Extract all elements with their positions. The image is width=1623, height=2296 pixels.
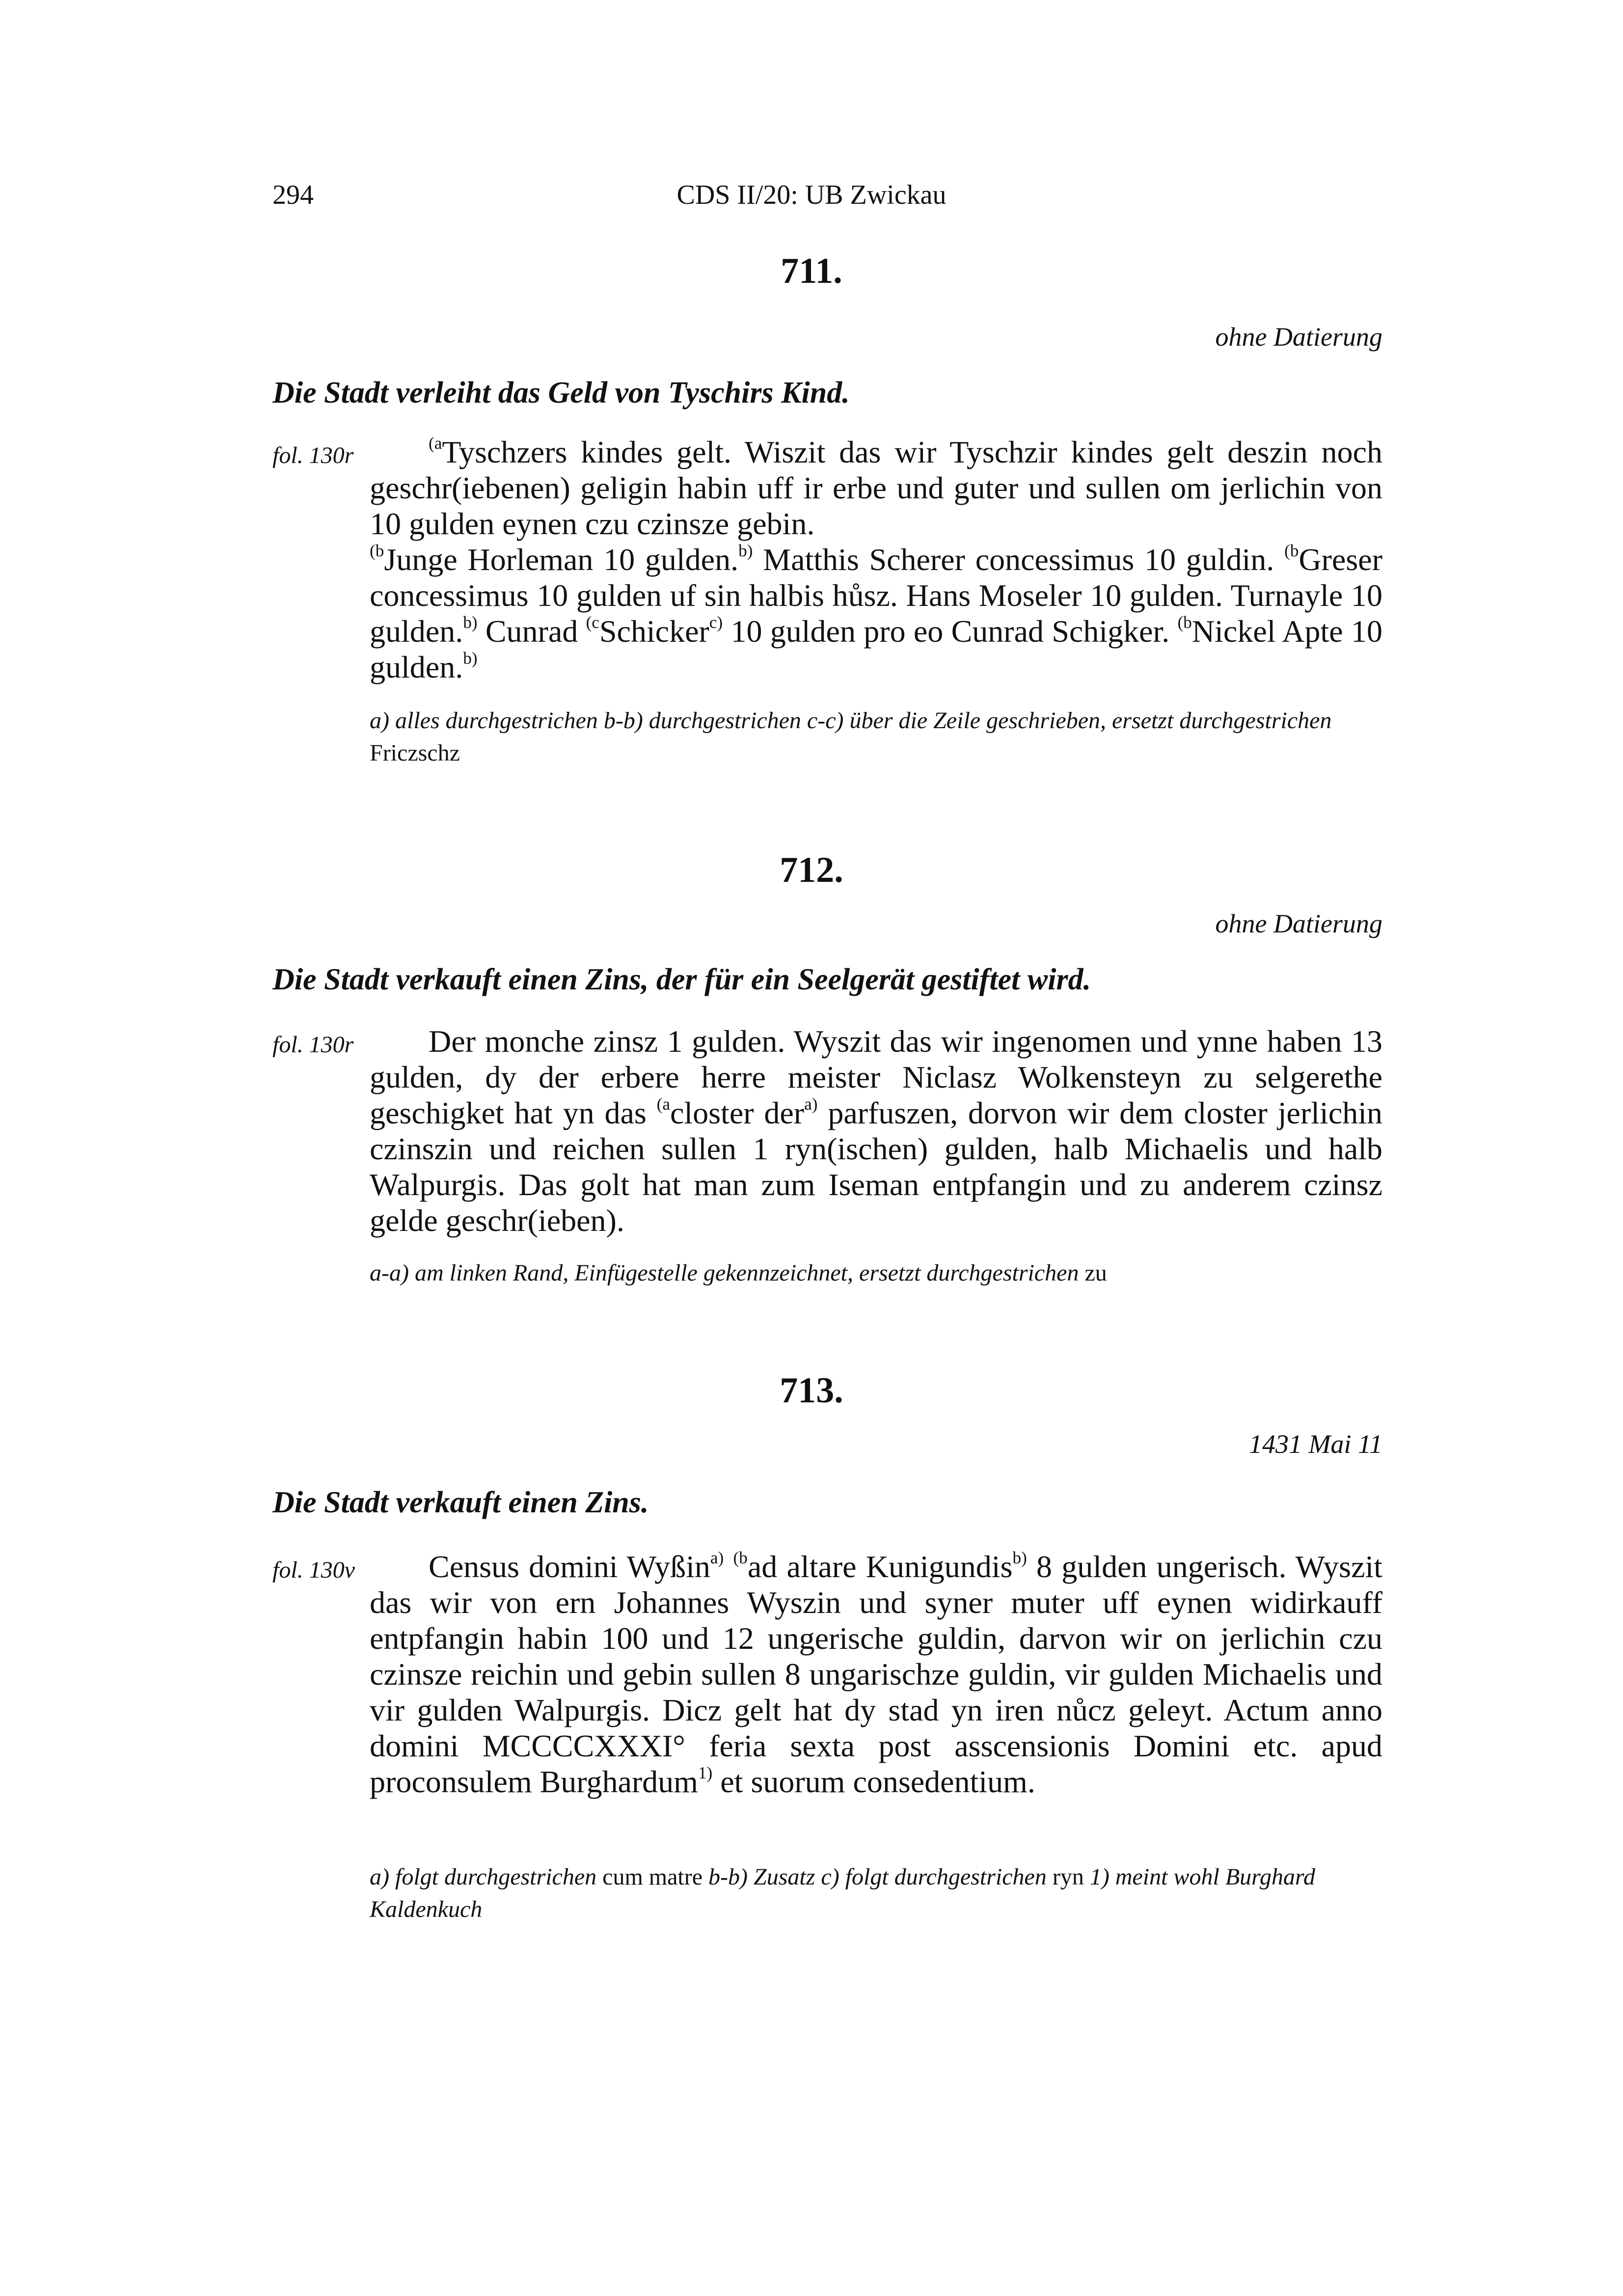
footnote-marker: (b bbox=[1177, 612, 1192, 632]
entry-number: 711. bbox=[781, 251, 842, 291]
text-run: Census domini Wyßin bbox=[429, 1549, 710, 1584]
footnote-marker: (b bbox=[733, 1548, 748, 1567]
entry-number: 712. bbox=[780, 850, 843, 890]
text-run bbox=[724, 1549, 733, 1584]
text-run: ad altare Kunigundis bbox=[747, 1549, 1013, 1584]
text-run: parfuszen, dorvon wir dem closter jerlichin czinszin und reichen sullen 1 ryn(ischen) gulden, halb Michaelis und halb Walpurgis. Das golt hat man zum Iseman entpfangin und zu anderem czinsz gelde geschr(ieben). bbox=[370, 1095, 1383, 1238]
folio-reference: fol. 130v bbox=[272, 1557, 355, 1583]
paragraph bbox=[370, 434, 1382, 542]
footnotes bbox=[370, 705, 1382, 769]
text-run: b-b) Zusatz c) folgt durchgestrichen bbox=[703, 1864, 1053, 1890]
text-run: a-a) am linken Rand, Einfügestelle gekennzeichnet, ersetzt durchgestrichen bbox=[370, 1260, 1085, 1286]
entry-text bbox=[370, 434, 1382, 685]
footnote-marker: c) bbox=[709, 612, 723, 632]
footnotes bbox=[370, 1861, 1382, 1926]
text-run: a) alles durchgestrichen b-b) durchgestrichen c-c) über die Zeile geschrieben, ersetzt durchgestrichen bbox=[370, 708, 1332, 734]
text-run: Tyschzers kindes gelt. Wiszit das wir Tyschzir kindes gelt deszin noch geschr(iebenen) geligin habin uff ir erbe und guter und sullen om jerlichin von 10 gulden eynen czu czinsze gebin. bbox=[370, 435, 1382, 541]
text-run: ryn bbox=[1052, 1864, 1084, 1890]
text-run: 1) meint wohl Burghard Kaldenkuch bbox=[370, 1864, 1315, 1922]
page-number: 294 bbox=[272, 180, 314, 210]
footnote-marker: (a bbox=[656, 1094, 670, 1114]
footnote-marker: a) bbox=[804, 1094, 818, 1114]
entry-date: ohne Datierung bbox=[1215, 322, 1382, 352]
text-run: Matthis Scherer concessimus 10 guldin. bbox=[753, 542, 1285, 577]
entry-title: Die Stadt verkauft einen Zins. bbox=[272, 1486, 649, 1519]
text-run: Friczschz bbox=[370, 740, 460, 766]
entry-date: 1431 Mai 11 bbox=[1249, 1429, 1382, 1459]
entry-title: Die Stadt verleiht das Geld von Tyschirs Kind. bbox=[272, 376, 850, 410]
paragraph bbox=[370, 1023, 1382, 1238]
footnote-marker: b) bbox=[1012, 1548, 1027, 1567]
footnote-marker: (c bbox=[586, 612, 599, 632]
text-run: Nickel Apte 10 gulden. bbox=[370, 614, 1382, 684]
folio-reference: fol. 130r bbox=[272, 442, 354, 468]
paragraph bbox=[370, 542, 1382, 685]
footnote-marker: b) bbox=[738, 541, 753, 560]
footnote-marker: b) bbox=[463, 612, 478, 632]
text-run: et suorum consedentium. bbox=[712, 1764, 1035, 1799]
entry-text bbox=[370, 1549, 1382, 1800]
footnote-marker: b) bbox=[463, 648, 478, 668]
entry-text bbox=[370, 1023, 1382, 1238]
footnote-marker: a) bbox=[710, 1548, 724, 1567]
footnote-marker: 1) bbox=[698, 1763, 713, 1782]
text-run: Der monche zinsz 1 gulden. Wyszit das wir ingenomen und ynne haben 13 gulden, dy der erbere herre meister Niclasz Wolkensteyn zu selgerethe geschigket hat yn das bbox=[370, 1024, 1382, 1130]
footnotes bbox=[370, 1257, 1382, 1289]
footnote-marker: (a bbox=[429, 433, 442, 453]
entry-title: Die Stadt verkauft einen Zins, der für ein Seelgerät gestiftet wird. bbox=[272, 963, 1091, 996]
text-run: cum matre bbox=[602, 1864, 703, 1890]
text-run: Junge Horleman 10 gulden. bbox=[384, 542, 739, 577]
text-run: closter der bbox=[670, 1095, 805, 1130]
text-run: 10 gulden pro eo Cunrad Schigker. bbox=[723, 614, 1178, 649]
folio-reference: fol. 130r bbox=[272, 1032, 354, 1058]
text-run: 8 gulden ungerisch. Wyszit das wir von ern Johannes Wyszin und syner muter uff eynen widirkauff entpfangin habin 100 und 12 ungerische guldin, darvon wir on jerlichin czu czinsze reichin und gebin sullen 8 ungarischze guldin, vir gulden Michaelis und vir gulden Walpurgis. Dicz gelt hat dy stad yn iren nůcz geleyt. Actum anno domini MCCCCXXXI° feria sexta post asscensionis Domini etc. apud proconsulem Burghardum bbox=[370, 1549, 1383, 1799]
text-run: a) folgt durchgestrichen bbox=[370, 1864, 603, 1890]
entry-date: ohne Datierung bbox=[1215, 909, 1382, 938]
text-run: Greser concessimus 10 gulden uf sin halbis hůsz. Hans Moseler 10 gulden. Turnayle 10 gulden. bbox=[370, 542, 1382, 649]
text-run: zu bbox=[1084, 1260, 1107, 1286]
text-run: Cunrad bbox=[477, 614, 586, 649]
running-title: CDS II/20: UB Zwickau bbox=[676, 180, 947, 210]
paragraph bbox=[370, 1549, 1382, 1800]
footnote-marker: (b bbox=[1284, 541, 1299, 560]
text-run: Schicker bbox=[599, 614, 709, 649]
footnote-marker: (b bbox=[370, 541, 384, 560]
entry-number: 713. bbox=[780, 1370, 843, 1411]
